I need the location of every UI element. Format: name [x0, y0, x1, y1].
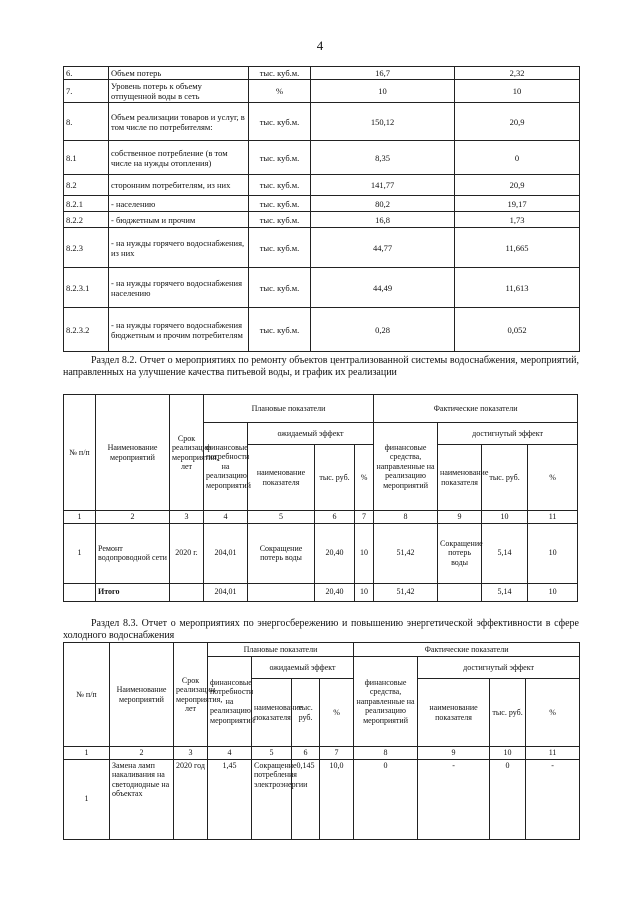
hdr-plan-eff: ожидаемый эффект	[248, 423, 374, 445]
row-name: - бюджетным и прочим	[109, 212, 249, 228]
hdr-eff-rub: тыс. руб.	[292, 679, 320, 747]
indicators-body	[64, 67, 580, 352]
total-row	[64, 583, 578, 601]
row-fact-fin: 51,42	[374, 523, 438, 583]
total-label: Итого	[96, 583, 170, 601]
hdr-fact-rub: тыс. руб.	[482, 445, 528, 511]
row-name: Объем потерь	[109, 67, 249, 80]
row-name: - на нужды горячего водоснабжения бюджетным и прочим потребителям	[109, 308, 249, 352]
hdr-fact-name: наименование показателя	[418, 679, 490, 747]
hdr-fact-pct: %	[528, 445, 578, 511]
table-row	[64, 196, 580, 212]
row-fact-pct: 10	[528, 523, 578, 583]
hdr-plan: Плановые показатели	[204, 395, 374, 423]
hdr-plan-fin: финансовые потребности на реализацию мероприятий	[204, 423, 248, 511]
colnum: 4	[204, 511, 248, 524]
row-fact-value: 11,665	[455, 228, 580, 268]
row-unit: тыс. куб.м.	[249, 268, 311, 308]
colnum-row	[64, 747, 580, 760]
row-fact-pct: -	[526, 759, 580, 839]
indicators-table	[63, 66, 580, 352]
row-eff-pct: 10	[355, 523, 374, 583]
colnum: 10	[482, 511, 528, 524]
row-unit: %	[249, 80, 311, 103]
row-plan-fin: 204,01	[204, 523, 248, 583]
total-fact-pct: 10	[528, 583, 578, 601]
table-row	[64, 308, 580, 352]
section-8-2-heading: Раздел 8.2. Отчет о мероприятиях по ремонту объектов централизованной системы водоснабжения, мероприятий, направленных на улучшение качества питьевой воды, и график их реализации	[63, 355, 579, 378]
row-unit: тыс. куб.м.	[249, 141, 311, 175]
row-unit: тыс. куб.м.	[249, 308, 311, 352]
hdr-fact-rub: тыс. руб.	[490, 679, 526, 747]
row-plan-value: 0,28	[311, 308, 455, 352]
row-unit: тыс. куб.м.	[249, 212, 311, 228]
colnum: 8	[354, 747, 418, 760]
row-num: 1	[64, 759, 110, 839]
row-num: 7.	[64, 80, 109, 103]
row-fact-value: 1,73	[455, 212, 580, 228]
hdr-num: № п/п	[64, 643, 110, 747]
row-unit: тыс. куб.м.	[249, 67, 311, 80]
total-plan-fin: 204,01	[204, 583, 248, 601]
row-unit: тыс. куб.м.	[249, 175, 311, 196]
row-name: - на нужды горячего водоснабжения, из них	[109, 228, 249, 268]
row-num: 8.2.3	[64, 228, 109, 268]
row-plan-value: 8,35	[311, 141, 455, 175]
total-fact-fin: 51,42	[374, 583, 438, 601]
row-fact-value: 10	[455, 80, 580, 103]
colnum: 3	[170, 511, 204, 524]
colnum: 1	[64, 511, 96, 524]
row-term: 2020 год	[174, 759, 208, 839]
row-name: Объем реализации товаров и услуг, в том числе по потребителям:	[109, 103, 249, 141]
colnum: 3	[174, 747, 208, 760]
row-term: 2020 г.	[170, 523, 204, 583]
colnum: 11	[528, 511, 578, 524]
row-fact-name: Сокращение потерь воды	[438, 523, 482, 583]
colnum: 1	[64, 747, 110, 760]
row-fact-value: 2,32	[455, 67, 580, 80]
row-plan-value: 44,49	[311, 268, 455, 308]
hdr-eff-pct: %	[320, 679, 354, 747]
colnum: 11	[526, 747, 580, 760]
hdr-term: Срок реализации мероприятия, лет	[170, 395, 204, 511]
hdr-term: Срок реализации мероприятия, лет	[174, 643, 208, 747]
hdr-eff-name: наименование показателя	[248, 445, 315, 511]
table-row	[64, 212, 580, 228]
hdr-eff-name: наименование показателя	[252, 679, 292, 747]
table-row	[64, 228, 580, 268]
row-num: 8.1	[64, 141, 109, 175]
hdr-fact-fin: финансовые средства, направленные на реализацию мероприятий	[354, 657, 418, 747]
row-fact-name: -	[418, 759, 490, 839]
row-num: 8.2.3.1	[64, 268, 109, 308]
colnum: 4	[208, 747, 252, 760]
row-unit: тыс. куб.м.	[249, 196, 311, 212]
hdr-fact-fin: финансовые средства, направленные на реализацию мероприятий	[374, 423, 438, 511]
row-unit: тыс. куб.м.	[249, 228, 311, 268]
row-num: 8.	[64, 103, 109, 141]
hdr-plan-fin: финансовые потребности на реализацию мероприятий	[208, 657, 252, 747]
table-row	[64, 103, 580, 141]
row-plan-value: 141,77	[311, 175, 455, 196]
table-row	[64, 759, 580, 839]
hdr-fact-name: наименование показателя	[438, 445, 482, 511]
row-fact-value: 0	[455, 141, 580, 175]
hdr-fact-eff: достигнутый эффект	[438, 423, 578, 445]
row-fact-value: 0,052	[455, 308, 580, 352]
row-unit: тыс. куб.м.	[249, 103, 311, 141]
hdr-fact: Фактические показатели	[374, 395, 578, 423]
table-row	[64, 80, 580, 103]
colnum: 10	[490, 747, 526, 760]
table-row	[64, 268, 580, 308]
hdr-plan: Плановые показатели	[208, 643, 354, 657]
row-plan-value: 44,77	[311, 228, 455, 268]
hdr-eff-pct: %	[355, 445, 374, 511]
colnum: 5	[252, 747, 292, 760]
hdr-fact-eff: достигнутый эффект	[418, 657, 580, 679]
colnum: 8	[374, 511, 438, 524]
row-fact-rub: 0	[490, 759, 526, 839]
row-fact-value: 20,9	[455, 103, 580, 141]
row-name: - населению	[109, 196, 249, 212]
row-eff-name: Сокращение потерь воды	[248, 523, 315, 583]
row-plan-value: 80,2	[311, 196, 455, 212]
row-num: 8.2	[64, 175, 109, 196]
row-name: сторонним потребителям, из них	[109, 175, 249, 196]
total-fact-rub: 5,14	[482, 583, 528, 601]
hdr-fact: Фактические показатели	[354, 643, 580, 657]
hdr-num: № п/п	[64, 395, 96, 511]
row-fact-rub: 5,14	[482, 523, 528, 583]
energy-measures-table	[63, 642, 580, 840]
row-fact-value: 19,17	[455, 196, 580, 212]
row-eff-rub: 20,40	[315, 523, 355, 583]
colnum: 6	[292, 747, 320, 760]
total-eff-rub: 20,40	[315, 583, 355, 601]
row-num: 1	[64, 523, 96, 583]
row-num: 8.2.2	[64, 212, 109, 228]
row-plan-value: 150,12	[311, 103, 455, 141]
table-row	[64, 141, 580, 175]
table-row	[64, 175, 580, 196]
row-name: - на нужды горячего водоснабжения населению	[109, 268, 249, 308]
row-eff-rub: 0,145	[292, 759, 320, 839]
total-eff-pct: 10	[355, 583, 374, 601]
row-num: 8.2.1	[64, 196, 109, 212]
row-fact-value: 11,613	[455, 268, 580, 308]
row-plan-value: 16,8	[311, 212, 455, 228]
row-plan-fin: 1,45	[208, 759, 252, 839]
hdr-eff-rub: тыс. руб.	[315, 445, 355, 511]
colnum: 7	[320, 747, 354, 760]
row-fact-value: 20,9	[455, 175, 580, 196]
page-number: 4	[316, 38, 324, 53]
repair-measures-table	[63, 394, 578, 602]
colnum: 6	[315, 511, 355, 524]
row-name: собственное потребление (в том числе на нужды отопления)	[109, 141, 249, 175]
colnum: 9	[418, 747, 490, 760]
section-8-3-heading: Раздел 8.3. Отчет о мероприятиях по энергосбережению и повышению энергетической эффективности в сфере холодного водоснабжения	[63, 618, 579, 641]
hdr-plan-eff: ожидаемый эффект	[252, 657, 354, 679]
colnum: 2	[110, 747, 174, 760]
row-eff-name: Сокращение потребления электроэнергии	[252, 759, 292, 839]
row-fact-fin: 0	[354, 759, 418, 839]
hdr-name: Наименование мероприятий	[96, 395, 170, 511]
row-plan-value: 10	[311, 80, 455, 103]
colnum-row	[64, 511, 578, 524]
hdr-name: Наименование мероприятий	[110, 643, 174, 747]
table-row	[64, 67, 580, 80]
colnum: 7	[355, 511, 374, 524]
row-name: Уровень потерь к объему отпущенной воды в сеть	[109, 80, 249, 103]
row-name: Замена ламп накаливания на светодиодные на объектах	[110, 759, 174, 839]
colnum: 2	[96, 511, 170, 524]
hdr-fact-pct: %	[526, 679, 580, 747]
colnum: 9	[438, 511, 482, 524]
row-num: 6.	[64, 67, 109, 80]
row-eff-pct: 10,0	[320, 759, 354, 839]
table-row	[64, 523, 578, 583]
row-name: Ремонт водопроводной сети	[96, 523, 170, 583]
row-num: 8.2.3.2	[64, 308, 109, 352]
row-plan-value: 16,7	[311, 67, 455, 80]
colnum: 5	[248, 511, 315, 524]
